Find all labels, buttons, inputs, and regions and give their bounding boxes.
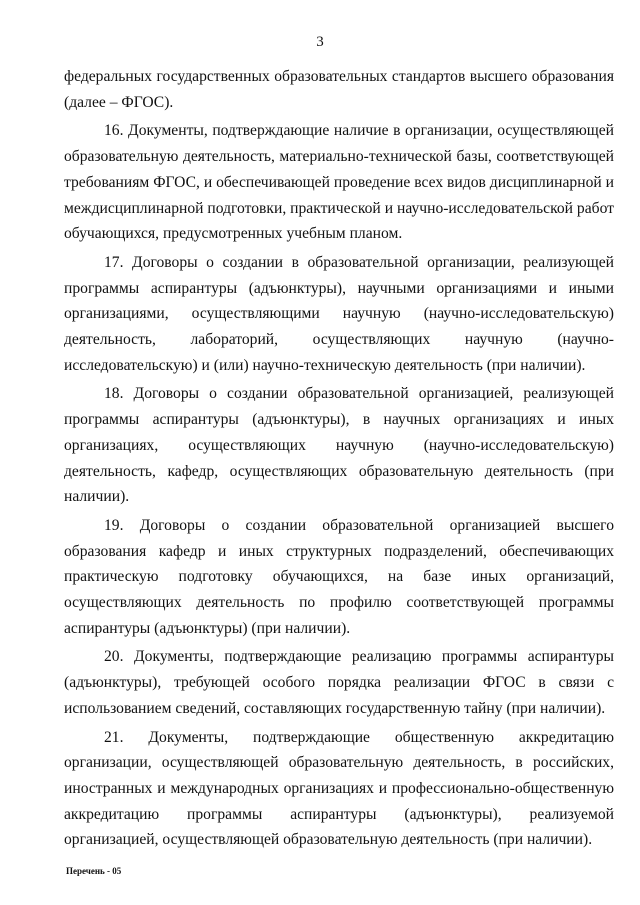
paragraph-item-19: 19. Договоры о создании образовательной организацией высшего образования кафедр и иных структурных подразделений, обеспечивающих практическую подготовку обучающихся, на базе иных организаций, осуществляющих деятельность по профилю соответствующей программы аспирантуры (адъюнктуры) (при наличии).: [64, 516, 614, 637]
page-number: 3: [316, 34, 324, 50]
paragraph-item-16: 16. Документы, подтверждающие наличие в организации, осуществляющей образовательную деятельность, материально-технической базы, соответствующей требованиям ФГОС, и обеспечивающей проведение всех видов дисциплинарной и междисциплинарной подготовки, практической и научно-исследовательской работ обучающихся, предусмотренных учебным планом.: [64, 122, 614, 243]
document-body: [64, 64, 614, 856]
paragraph-item-21: 21. Документы, подтверждающие общественную аккредитацию организации, осуществляющей образовательную деятельность, в российских, иностранных и международных организациях и профессионально-общественную аккредитацию программы аспирантуры (адъюнктуры), реализуемой организацией, осуществляющей образовательную деятельность (при наличии).: [64, 728, 614, 849]
paragraph-item-17: 17. Договоры о создании в образовательной организации, реализующей программы аспирантуры (адъюнктуры), научными организациями и иными организациями, осуществляющими научную (научно-исследовательскую) деятельность, лабораторий, осуществляющих научную (научно-исследовательскую) и (или) научно-техническую деятельность (при наличии).: [64, 253, 614, 374]
footer-document-code: Перечень - 05: [66, 866, 122, 876]
paragraph-continuation: федеральных государственных образовательных стандартов высшего образования (далее – ФГОС).: [64, 68, 614, 111]
paragraph-item-18: 18. Договоры о создании образовательной организацией, реализующей программы аспирантуры (адъюнктуры), в научных организациях и иных организациях, осуществляющих научную (научно-исследовательскую) деятельность, кафедр, осуществляющих образовательную деятельность (при наличии).: [64, 385, 614, 506]
paragraph-item-20: 20. Документы, подтверждающие реализацию программы аспирантуры (адъюнктуры), требующей особого порядка реализации ФГОС в связи с использованием сведений, составляющих государственную тайну (при наличии).: [64, 648, 614, 717]
